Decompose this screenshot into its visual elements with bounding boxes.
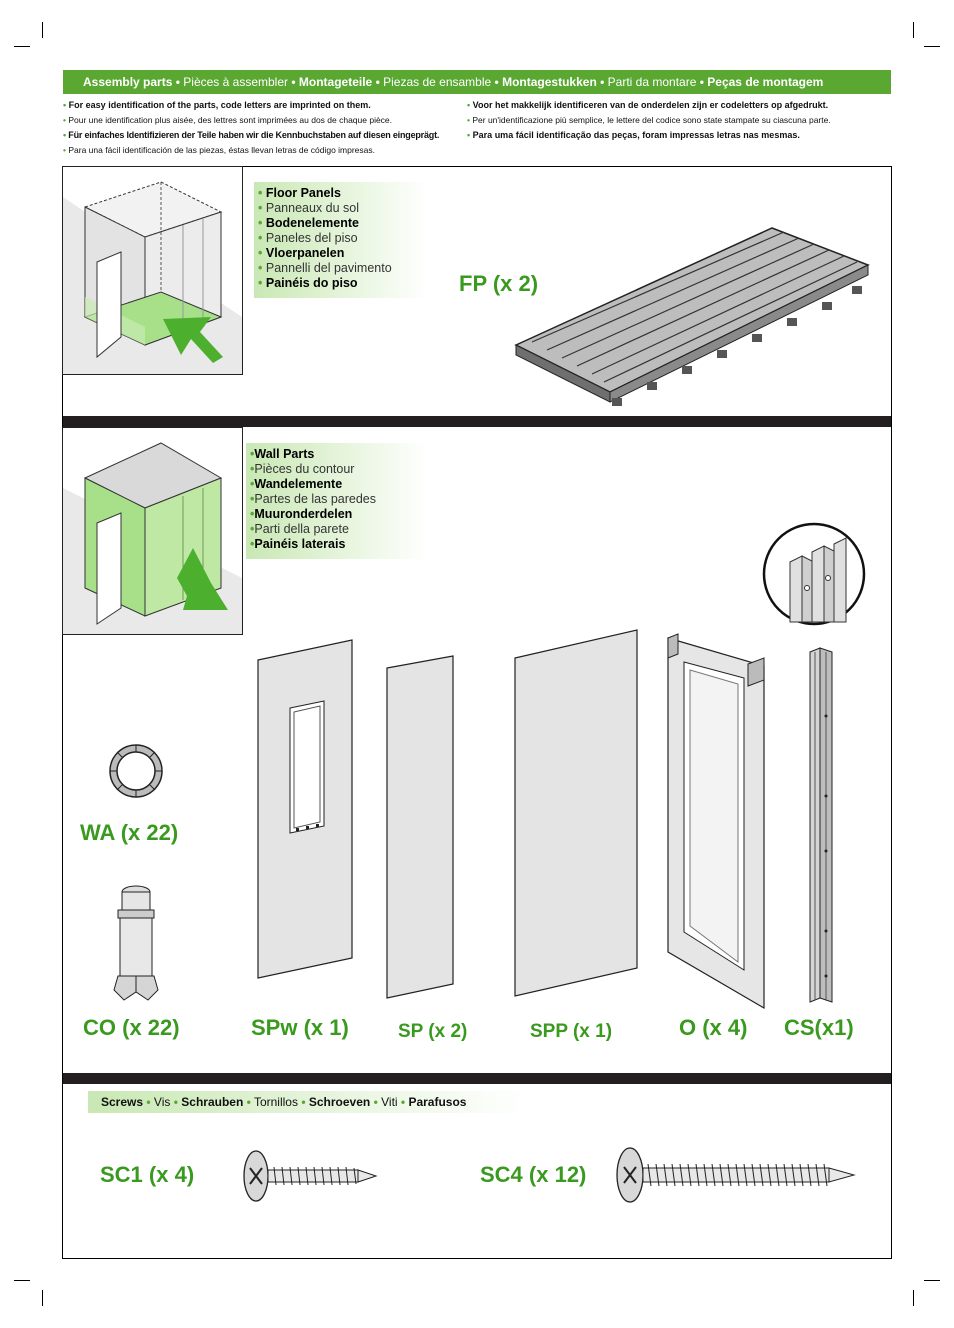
wall-shed-thumbnail: [62, 427, 243, 635]
screws-names: Screws • Vis • Schrauben • Tornillos • Schroeven • Viti • Parafusos: [88, 1091, 528, 1113]
part-name: Wandelemente: [254, 477, 343, 491]
floor-panel-illustration: [512, 220, 872, 410]
crop-mark: [14, 46, 30, 47]
window-panel-code: SPw (x 1): [251, 1015, 349, 1040]
part-name: Paneles del piso: [265, 231, 358, 245]
crop-mark: [913, 1290, 914, 1306]
part-name: Partes de las paredes: [254, 492, 376, 506]
assembly-parts-header: Assembly parts • Pièces à assembler • Montageteile • Piezas de ensamble • Montagestukken • Parti da montare • Peças de montagem: [63, 70, 891, 94]
window-panel-illustration: [256, 638, 356, 982]
note-text: Pour une identification plus aisée, des lettres sont imprimées au dos de chaque pièce.: [68, 115, 393, 125]
part-name: Pièces du contour: [254, 462, 355, 476]
screw-label: Vis: [153, 1095, 171, 1109]
part-name: Floor Panels: [265, 186, 341, 200]
screw-sc1-code: SC1 (x 4): [100, 1162, 195, 1187]
header-label: Pièces à assembler: [183, 75, 288, 89]
header-label: Montagestukken: [502, 75, 597, 89]
note-text: Para uma fácil identificação das peças, foram impressas letras nas mesmas.: [472, 130, 800, 140]
header-label: Parti da montare: [607, 75, 697, 89]
floor-panels-names: • Floor Panels • Panneaux du sol • Bodenelemente • Paneles del piso • Vloerpanelen • Pannelli del pavimento • Painéis do piso: [254, 182, 428, 298]
screw-label: Parafusos: [408, 1095, 467, 1109]
header-label: Piezas de ensamble: [383, 75, 492, 89]
shed-wall-illustration: [63, 428, 242, 634]
section-divider: [63, 416, 891, 427]
note-text: Voor het makkelijk identificeren van de onderdelen zijn er codeletters op afgedrukt.: [472, 100, 829, 110]
screw-label: Tornillos: [253, 1095, 298, 1109]
part-name: Painéis do piso: [265, 276, 358, 290]
floor-shed-thumbnail: [62, 166, 243, 375]
screw-sc1-icon: [240, 1148, 380, 1204]
note-text: For easy identification of the parts, code letters are imprinted on them.: [68, 100, 371, 110]
corner-strip-illustration: [806, 646, 838, 1004]
corner-strip-detail-icon: [762, 522, 866, 626]
connector-code: CO (x 22): [83, 1015, 180, 1040]
screw-label: Viti: [381, 1095, 398, 1109]
note-text: Für einfaches Identifizieren der Teile haben wir die Kennbuchstaben auf diesen eingeprägt.: [68, 130, 440, 140]
crop-mark: [913, 22, 914, 38]
crop-mark: [924, 1280, 940, 1281]
washer-code: WA (x 22): [80, 820, 179, 845]
part-name: Painéis laterais: [254, 537, 346, 551]
crop-mark: [924, 46, 940, 47]
part-name: Muuronderdelen: [254, 507, 353, 521]
crop-mark: [42, 22, 43, 38]
notes-left: • For easy identification of the parts, code letters are imprinted on them. • Pour une identification plus aisée, des lettres sont imprimées au dos de chaque pièce. • Für einfaches Identifizieren der Teile haben wir die Kennbuchstaben auf diesen eingeprägt. • Para una fácil identificación de las piezas, éstas llevan letras de código impresas.: [63, 100, 440, 155]
part-name: Wall Parts: [254, 447, 315, 461]
header-label: Peças de montagem: [707, 75, 824, 89]
screw-sc4-icon: [614, 1145, 858, 1205]
part-name: Panneaux du sol: [265, 201, 360, 215]
screw-sc4-code: SC4 (x 12): [480, 1162, 587, 1187]
frame-o-code: O (x 4): [679, 1015, 748, 1040]
wall-parts-names: •Wall Parts •Pièces du contour •Wandelemente •Partes de las paredes •Muuronderdelen •Parti della parete •Painéis laterais: [246, 443, 428, 559]
part-name: Pannelli del pavimento: [265, 261, 392, 275]
screw-label: Schroeven: [308, 1095, 371, 1109]
screw-label: Schrauben: [181, 1095, 244, 1109]
corner-strip-code: CS(x1): [784, 1015, 854, 1040]
crop-mark: [14, 1280, 30, 1281]
part-name: Vloerpanelen: [265, 246, 345, 260]
crop-mark: [42, 1290, 43, 1306]
header-label: Assembly parts: [83, 75, 173, 89]
frame-o-illustration: [664, 632, 768, 1014]
washer-icon: [108, 743, 164, 799]
panel-spp-illustration: [513, 628, 641, 1000]
notes-right: • Voor het makkelijk identificeren van de onderdelen zijn er codeletters op afgedrukt. • Per un'identificazione più semplice, le lettere del codice sono state stampate su ciascuna parte. • Para uma fácil identificação das peças, foram impressas letras nas mesmas.: [467, 100, 831, 140]
connector-icon: [104, 882, 168, 1012]
side-panel-illustration: [385, 654, 457, 1000]
note-text: Per un'identificazione più semplice, le lettere del codice sono state stampate su ciascuna parte.: [472, 115, 831, 125]
screw-label: Screws: [101, 1095, 144, 1109]
section-divider: [63, 1073, 891, 1084]
part-name: Parti della parete: [254, 522, 349, 536]
floor-panel-code: FP (x 2): [459, 271, 539, 296]
part-name: Bodenelemente: [265, 216, 359, 230]
side-panel-code: SP (x 2): [398, 1021, 468, 1042]
shed-floor-illustration: [63, 167, 242, 374]
note-text: Para una fácil identificación de las piezas, éstas llevan letras de código impresas.: [68, 145, 375, 155]
panel-spp-code: SPP (x 1): [530, 1021, 613, 1042]
header-label: Montageteile: [298, 75, 373, 89]
